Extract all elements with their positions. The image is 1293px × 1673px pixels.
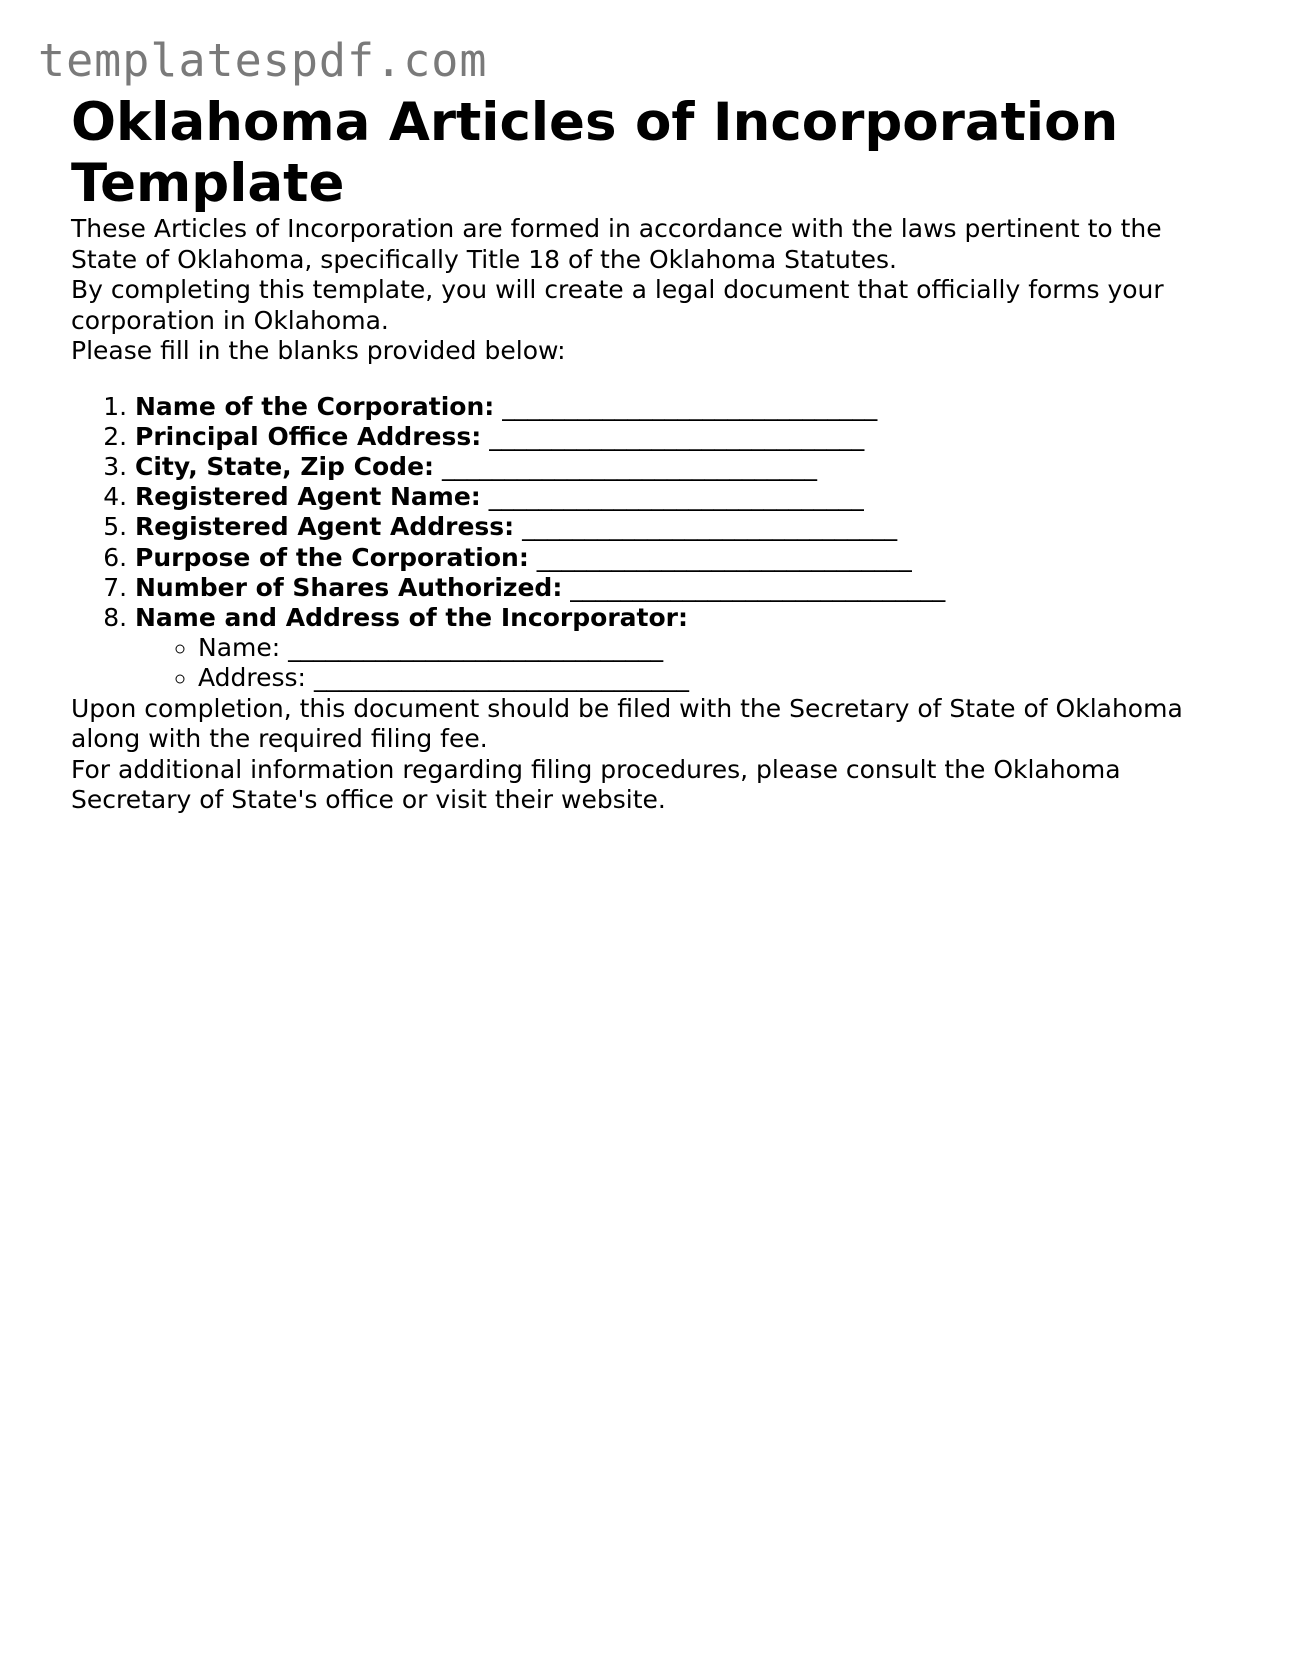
- field-label: Principal Office Address:: [135, 421, 482, 451]
- field-shares-authorized: [135, 573, 1231, 603]
- instruction-paragraph: Please fill in the blanks provided below:: [71, 336, 566, 365]
- subfield-label: Address:: [198, 663, 306, 693]
- field-purpose: [135, 543, 1231, 573]
- field-registered-agent-address: [135, 512, 1231, 542]
- document-body: [71, 92, 1231, 816]
- incorporator-name-blank[interactable]: ______________________________: [288, 633, 664, 663]
- subfield-incorporator-address: [198, 663, 1231, 693]
- field-label: Registered Agent Name:: [135, 482, 481, 512]
- field-label: Name and Address of the Incorporator:: [135, 602, 688, 632]
- registered-agent-name-blank[interactable]: ______________________________: [488, 482, 864, 512]
- principal-office-address-blank[interactable]: ______________________________: [489, 421, 865, 451]
- field-incorporator: [135, 603, 1231, 694]
- document-title: Oklahoma Articles of Incorporation Template: [71, 92, 1119, 214]
- field-label: Registered Agent Address:: [135, 512, 515, 542]
- purpose-paragraph: By completing this template, you will create a legal document that officially forms your corporation in Oklahoma.: [71, 275, 1164, 335]
- subfield-incorporator-name: [198, 633, 1231, 663]
- subfield-label: Name:: [198, 633, 281, 663]
- field-corporation-name: [135, 392, 1231, 422]
- field-label: City, State, Zip Code:: [135, 451, 435, 481]
- incorporator-subfields: [135, 633, 1231, 693]
- field-label: Purpose of the Corporation:: [135, 542, 529, 572]
- filing-note-paragraph: Upon completion, this document should be filed with the Secretary of State of Oklahoma along with the required filing fee.: [71, 693, 1183, 754]
- incorporator-address-blank[interactable]: ______________________________: [313, 663, 689, 693]
- corporation-name-blank[interactable]: ______________________________: [502, 391, 878, 421]
- fields-list: [71, 392, 1231, 694]
- field-city-state-zip: [135, 452, 1231, 482]
- intro-paragraph: These Articles of Incorporation are formed in accordance with the laws pertinent to the State of Oklahoma, specifically Title 18 of the Oklahoma Statutes.: [71, 214, 1162, 274]
- field-label: Name of the Corporation:: [135, 391, 495, 421]
- watermark: templatespdf.com: [38, 34, 488, 87]
- shares-authorized-blank[interactable]: ______________________________: [570, 572, 946, 602]
- purpose-blank[interactable]: ______________________________: [536, 542, 912, 572]
- registered-agent-address-blank[interactable]: ______________________________: [522, 512, 898, 542]
- field-principal-office-address: [135, 422, 1231, 452]
- additional-info-paragraph: For additional information regarding filing procedures, please consult the Oklahoma Secretary of State's office or visit their website.: [71, 754, 1121, 815]
- field-label: Number of Shares Authorized:: [135, 572, 563, 602]
- field-registered-agent-name: [135, 482, 1231, 512]
- city-state-zip-blank[interactable]: ______________________________: [441, 451, 817, 481]
